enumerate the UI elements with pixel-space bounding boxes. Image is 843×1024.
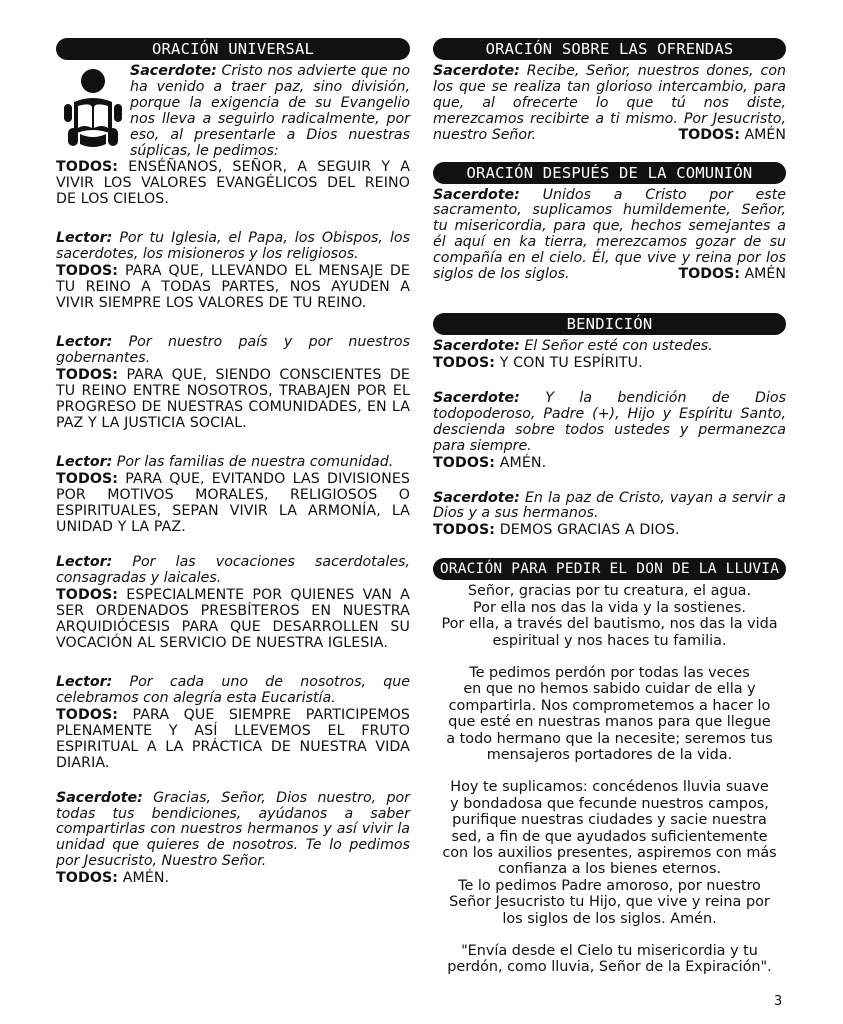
rain-prayer-paragraph-1: Señor, gracias por tu creatura, el agua. Por ella nos das la vida y la sostienes. Por ella, a través del bautismo, nos das la vida espiritual y nos haces tu familia. [441,583,778,649]
universal-intro-response: TODOS: ENSÉÑANOS, SEÑOR, A SEGUIR Y A VIVIR LOS VALORES EVANGÉLICOS DEL REINO DE LOS CIELOS. [56,159,410,208]
left-column [56,38,410,886]
blessing-section: Sacerdote: El Señor esté con ustedes. TODOS: Y CON TU ESPÍRITU. Sacerdote: Y la bendición de Dios todopoderoso, Padre (+), Hijo y Espíritu Santo, descienda sobre todos ustedes y permanezca para siempre. TODOS: AMÉN. Sacerdote: En la paz de Cristo, vayan a servir a Dios y a sus hermanos. TODOS: DEMOS GRACIAS A DIOS. [433,337,786,539]
offerings-prayer: Sacerdote: Recibe, Señor, nuestros dones, con los que se realiza tan glorioso intercambio, para que, al ofrecerte lo que tú nos diste, merezcamos recibirte a ti mismo. Por Jesucristo, nuestro Señor. TODOS: AMÉN [433,63,786,143]
petition-4: Lector: Por las vocaciones sacerdotales, consagradas y laicales. TODOS: ESPECIALMENTE POR QUIENES VAN A SER ORDENADOS PRESBÍTEROS EN NUESTRA ARQUIDIÓCESIS PARA QUE DESARROLLEN SU VOCACIÓN AL SERVICIO DE NUESTRA IGLESIA. [56,553,410,651]
offerings-prayer-header: ORACIÓN SOBRE LAS OFRENDAS [433,38,786,60]
rain-prayer-header: ORACIÓN PARA PEDIR EL DON DE LA LLUVIA [433,558,786,580]
petition-1: Lector: Por tu Iglesia, el Papa, los Obispos, los sacerdotes, los misioneros y los religiosos. TODOS: PARA QUE, LLEVANDO EL MENSAJE DE TU REINO A TODAS PARTES, NOS AYUDEN A VIVIR SIEMPRE LOS VALORES DE TU REINO. [56,230,410,312]
rain-prayer-paragraph-2: Te pedimos perdón por todas las veces en que no hemos sabido cuidar de ella y compartirla. Nos comprometemos a hacer lo que esté en nuestras manos para que llegue a todo hermano que la necesite; seremos tus mensajeros portadores de la vida. [446,664,773,763]
communion-prayer-header: ORACIÓN DESPUÉS DE LA COMUNIÓN [433,162,786,184]
right-column [433,38,786,976]
blessing-header: BENDICIÓN [433,313,786,335]
rain-prayer-quote: "Envía desde el Cielo tu misericordia y tu perdón, como lluvia, Señor de la Expiración". [447,943,772,976]
person-reading-book-icon [62,68,124,152]
rain-prayer [433,583,786,976]
universal-intro [56,64,410,207]
petition-5: Lector: Por cada uno de nosotros, que celebramos con alegría esta Eucaristía. TODOS: PARA QUE SIEMPRE PARTICIPEMOS PLENAMENTE Y ASÍ LLEVEMOS EL FRUTO ESPIRITUAL A LA PRÁCTICA DE NUESTRA VIDA DIARIA. [56,673,410,771]
petition-2: Lector: Por nuestro país y por nuestros gobernantes. TODOS: PARA QUE, SIENDO CONSCIENTES DE TU REINO ENTRE NOSOTROS, TRABAJEN POR EL PROGRESO DE NUESTRAS COMUNIDADES, EN LA PAZ Y LA JUSTICIA SOCIAL. [56,334,410,432]
communion-prayer: Sacerdote: Unidos a Cristo por este sacramento, suplicamos humildemente, Señor, tu misericordia, para que, hechos semejantes a él aquí en ka tierra, merezcamos gozar de su compañía en el cielo. Él, que vive y reina por los siglos de los siglos. TODOS: AMÉN [433,186,786,283]
rain-prayer-paragraph-3: Hoy te suplicamos: concédenos lluvia suave y bondadosa que fecunde nuestros campos, purifique nuestras ciudades y sacie nuestra sed, a fin de que ayudados suficientemente con los auxilios presentes, aspiremos con más confianza a los bienes eternos. Te lo pedimos Padre amoroso, por nuestro Señor Jesucristo tu Hijo, que vive y reina por los siglos de los siglos. Amén. [442,779,777,927]
page-number: 3 [774,994,783,1009]
universal-prayer-header: ORACIÓN UNIVERSAL [56,38,410,60]
universal-closing: Sacerdote: Gracias, Señor, Dios nuestro, por todas tus bendiciones, ayúdanos a saber compartirlas con nuestros hermanos y así vivir la unidad que quieres de nosotros. Te lo pedimos por Jesucristo, Nuestro Señor. TODOS: AMÉN. [56,789,410,887]
petition-3: Lector: Por las familias de nuestra comunidad. TODOS: PARA QUE, EVITANDO LAS DIVISIONES POR MOTIVOS MORALES, RELIGIOSOS O ESPIRITUALES, SEPAN VIVIR LA ARMONÍA, LA UNIDAD Y LA PAZ. [56,454,410,535]
universal-intro-text: Sacerdote: Cristo nos advierte que no ha venido a traer paz, sino división, porque la exigencia de su Evangelio nos lleva a seguirlo radicalmente, por eso, al presentarle a Dios nuestras súplicas, le pedimos: [130,63,410,159]
